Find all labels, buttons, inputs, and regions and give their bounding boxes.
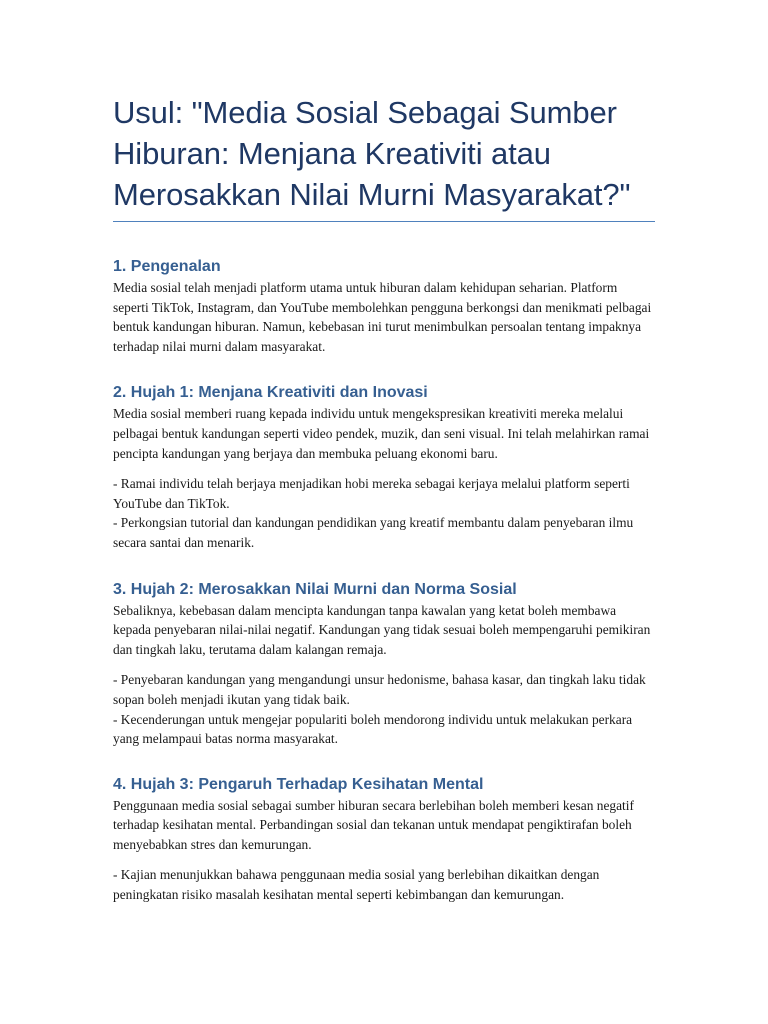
bullet-item: - Perkongsian tutorial dan kandungan pendidikan yang kreatif membantu dalam penyebaran ilmu secara santai dan menarik. (113, 515, 634, 550)
section-pengenalan (113, 256, 655, 356)
section-heading: 4. Hujah 3: Pengaruh Terhadap Kesihatan Mental (113, 775, 484, 793)
document-title: Usul: "Media Sosial Sebagai Sumber Hiburan: Menjana Kreativiti atau Merosakkan Nilai Murni Masyarakat?" (113, 95, 631, 212)
document-page (113, 92, 655, 905)
bullet-item: - Kecenderungan untuk mengejar populariti boleh mendorong individu untuk melakukan perkara yang melampaui batas norma masyarakat. (113, 711, 633, 747)
section-paragraph: Media sosial telah menjadi platform utama untuk hiburan dalam kehidupan seharian. Platform seperti TikTok, Instagram, dan YouTube membolehkan pengguna berkongsi dan menikmati pelbagai bentuk kandungan hiburan. Namun, kebebasan ini turut menimbulkan persoalan tentang impaknya terhadap nilai murni dalam masyarakat. (113, 280, 652, 354)
section-paragraph: Penggunaan media sosial sebagai sumber hiburan secara berlebihan boleh memberi kesan negatif terhadap kesihatan mental. Perbandingan sosial dan tekanan untuk mendapat pengiktirafan boleh menyebabkan stres dan kemurungan. (113, 797, 634, 852)
section-hujah-3 (113, 774, 655, 905)
section-paragraph: Media sosial memberi ruang kepada individu untuk mengekspresikan kreativiti mereka melalui pelbagai bentuk kandungan seperti video pendek, muzik, dan seni visual. Ini telah melahirkan ramai pencipta kandungan yang berjaya dan membuka peluang ekonomi baru. (113, 406, 650, 461)
section-paragraph: Sebaliknya, kebebasan dalam mencipta kandungan tanpa kawalan yang ketat boleh membawa kepada penyebaran nilai-nilai negatif. Kandungan yang tidak sesuai boleh mempengaruhi pemikiran dan tingkah laku, terutama dalam kalangan remaja. (113, 602, 651, 657)
bullet-item: - Ramai individu telah berjaya menjadikan hobi mereka sebagai kerjaya melalui platform seperti YouTube dan TikTok. (113, 476, 630, 511)
section-heading: 2. Hujah 1: Menjana Kreativiti dan Inovasi (113, 384, 428, 402)
bullet-item: - Kajian menunjukkan bahawa penggunaan media sosial yang berlebihan dikaitkan dengan peningkatan risiko masalah kesihatan mental seperti kebimbangan dan kemurungan. (113, 867, 600, 903)
section-heading: 1. Pengenalan (113, 258, 221, 275)
section-heading: 3. Hujah 2: Merosakkan Nilai Murni dan Norma Sosial (113, 580, 517, 598)
bullet-item: - Penyebaran kandungan yang mengandungi unsur hedonisme, bahasa kasar, dan tingkah laku tidak sopan boleh menjadi ikutan yang tidak baik. (113, 672, 646, 707)
title-divider (113, 221, 655, 222)
section-hujah-1 (113, 382, 655, 552)
section-hujah-2 (113, 579, 655, 749)
